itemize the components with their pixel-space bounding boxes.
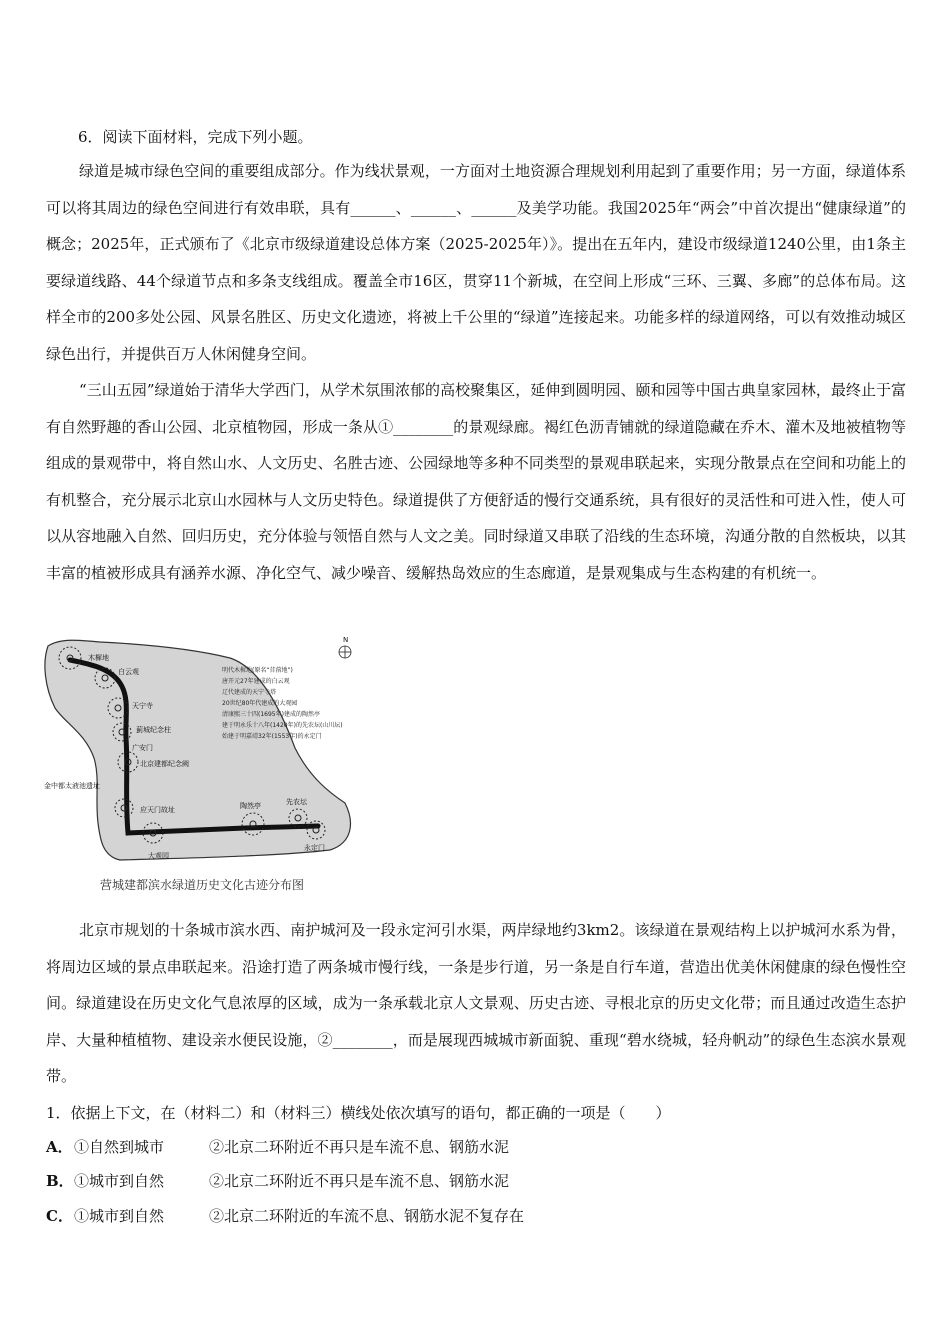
legend-item: 始建于明嘉靖32年(1553年)的永定门 bbox=[222, 733, 322, 740]
label-jinzhongdu: 金中都太液池遗址 bbox=[44, 782, 100, 790]
greenway-map bbox=[40, 628, 360, 896]
option-b[interactable] bbox=[46, 1170, 509, 1191]
map-svg bbox=[40, 628, 360, 896]
label-daguanyuan: 大观园 bbox=[148, 852, 169, 860]
legend-item: 辽代建成的天宁寺塔 bbox=[222, 689, 277, 696]
option-c[interactable] bbox=[46, 1205, 524, 1226]
label-jinian: 蓟城纪念柱 bbox=[136, 726, 171, 734]
label-yingtian: 应天门故址 bbox=[140, 806, 175, 814]
map-caption: 营城建都滨水绿道历史文化古迹分布图 bbox=[100, 878, 305, 892]
option-part-2: ②北京二环附近的车流不息、钢筋水泥不复存在 bbox=[209, 1207, 525, 1225]
paragraph-1: 绿道是城市绿色空间的重要组成部分。作为线状景观，一方面对土地资源合理规划利用起到了重要作用；另一方面，绿道体系可以将其周边的绿色空间进行有效串联，具有______、______、______及美学功能。我国2025年“两会”中首次提出“健康绿道”的概念；2025年，正式颁布了《北京市级绿道建设总体方案（2025-2025年）》。提出在五年内，建设市级绿道1240公里，由1条主要绿道线路、44个绿道节点和多条支线组成。覆盖全市16区，贯穿11个新城，在空间上形成“三环、三翼、多廊”的总体布局。这样全市的200多处公园、风景名胜区、历史文化遗迹，将被上千公里的“绿道”连接起来。功能多样的绿道网络，可以有效推动城区绿色出行，并提供百万人休闲健身空间。 bbox=[46, 162, 906, 363]
option-part-1: ①自然到城市 bbox=[74, 1138, 165, 1156]
option-part-2: ②北京二环附近不再只是车流不息、钢筋水泥 bbox=[209, 1138, 510, 1156]
label-yongding: 永定门 bbox=[304, 844, 325, 852]
option-letter: B． bbox=[46, 1172, 74, 1190]
option-part-1: ①城市到自然 bbox=[74, 1172, 165, 1190]
option-part-2: ②北京二环附近不再只是车流不息、钢筋水泥 bbox=[209, 1172, 510, 1190]
legend-item: 清康熙三十四(1695年)建成的陶然亭 bbox=[222, 711, 320, 718]
legend-item: 20世纪80年代建成的大观园 bbox=[222, 700, 298, 707]
label-guanganmen: 广安门 bbox=[132, 744, 153, 752]
label-baiyun: 白云观 bbox=[118, 668, 139, 676]
option-letter: A． bbox=[46, 1138, 73, 1156]
legend-item: 建于明永乐十八年(1420年)的先农坛(山川坛) bbox=[222, 722, 343, 729]
compass-n: N bbox=[343, 636, 349, 644]
map-legend bbox=[222, 666, 343, 740]
paragraph-2: “三山五园”绿道始于清华大学西门，从学术氛围浓郁的高校聚集区，延伸到圆明园、颐和园等中国古典皇家园林，最终止于富有自然野趣的香山公园、北京植物园，形成一条从①________的景观绿廊。褐红色沥青铺就的绿道隐藏在乔木、灌木及地被植物等组成的景观带中，将自然山水、人文历史、名胜古迹、公园绿地等多种不同类型的景观串联起来，实现分散景点在空间和功能上的有机整合，充分展示北京山水园林与人文历史特色。绿道提供了方便舒适的慢行交通系统，具有很好的灵活性和可进入性，使人可以从容地融入自然、回归历史，充分体验与领悟自然与人文之美。同时绿道又串联了沿线的生态环境，沟通分散的自然板块，以其丰富的植被形成具有涵养水源、净化空气、减少噪音、缓解热岛效应的生态廊道，是景观集成与生态构建的有机统一。 bbox=[46, 381, 906, 582]
label-tianning: 天宁寺 bbox=[132, 702, 153, 710]
label-jiandu: 北京建都纪念阙 bbox=[140, 760, 189, 768]
paragraph-3: 北京市规划的十条城市滨水西、南护城河及一段永定河引水渠，两岸绿地约3km2。该绿道在景观结构上以护城河水系为骨，将周边区域的景点串联起来。沿途打造了两条城市慢行线，一条是步行道，另一条是自行车道，营造出优美休闲健康的绿色慢性空间。绿道建设在历史文化气息浓厚的区域，成为一条承载北京人文景观、历史古迹、寻根北京的历史文化带；而且通过改造生态护岸、大量种植植物、建设亲水便民设施，②________，而是展现西城城市新面貌、重现“碧水绕城，轻舟帆动”的绿色生态滨水景观带。 bbox=[46, 921, 906, 1085]
compass-icon bbox=[339, 646, 351, 658]
legend-item: 明代木樨地(原名“苜蓿地”) bbox=[222, 667, 293, 674]
question-1: 1．依据上下文，在（材料二）和（材料三）横线处依次填写的语句，都正确的一项是（ ） bbox=[46, 1104, 671, 1122]
question-title: 6．阅读下面材料，完成下列小题。 bbox=[78, 128, 313, 146]
legend-item: 唐开元27年建成的白云观 bbox=[222, 678, 290, 685]
label-taoran: 陶然亭 bbox=[240, 802, 261, 810]
label-mu: 木樨地 bbox=[88, 654, 109, 662]
option-part-1: ①城市到自然 bbox=[74, 1207, 165, 1225]
option-a[interactable] bbox=[46, 1136, 509, 1157]
option-letter: C． bbox=[46, 1207, 73, 1225]
label-xiannong: 先农坛 bbox=[286, 798, 307, 806]
